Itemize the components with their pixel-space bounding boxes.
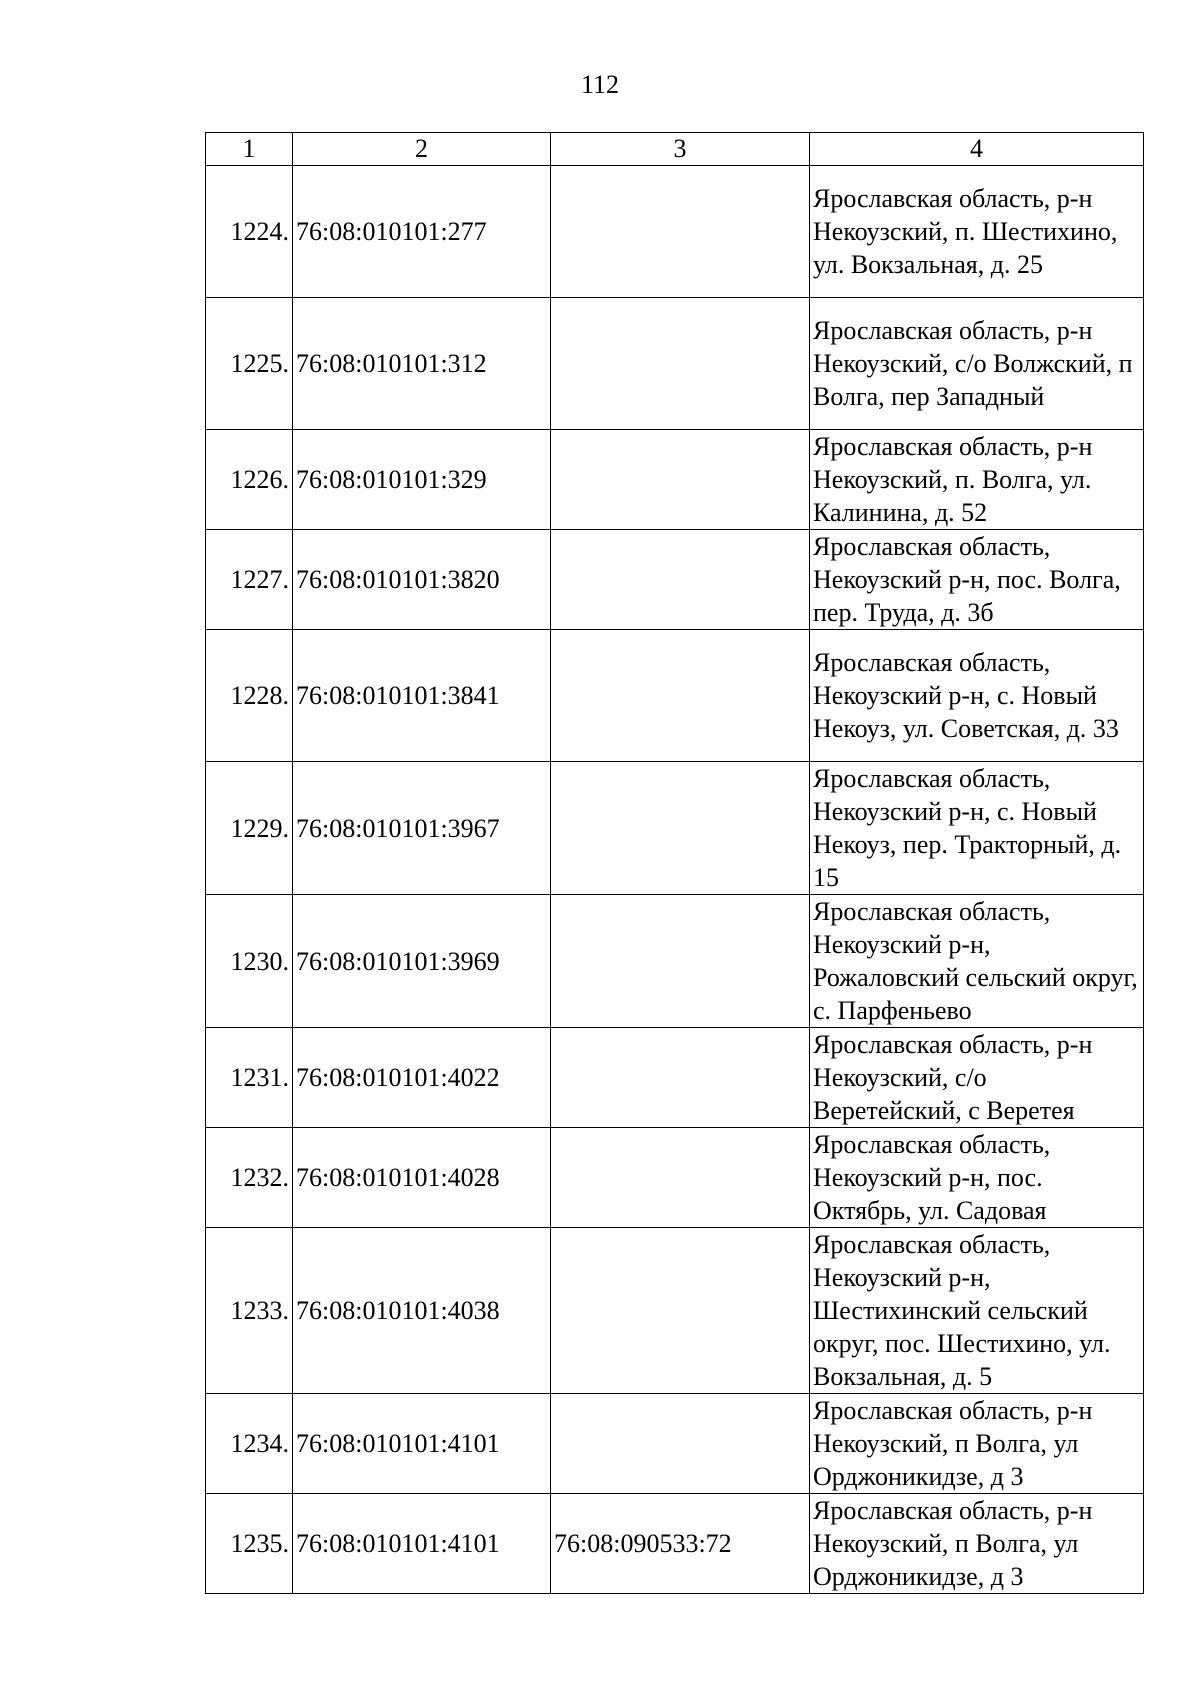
table-row	[206, 530, 1144, 630]
row-number: 1227.	[206, 530, 293, 630]
address: Ярославская область, Некоузский р-н, с. Новый Некоуз, ул. Советская, д. 33	[810, 630, 1144, 762]
related-cadastral-number	[551, 430, 810, 530]
header-col-4: 4	[810, 133, 1144, 166]
cadastral-number: 76:08:010101:277	[293, 166, 551, 298]
cadastral-number: 76:08:010101:3967	[293, 762, 551, 895]
table-row	[206, 1028, 1144, 1128]
row-number: 1224.	[206, 166, 293, 298]
header-col-3: 3	[551, 133, 810, 166]
table-row	[206, 430, 1144, 530]
row-number: 1232.	[206, 1128, 293, 1228]
table-row	[206, 166, 1144, 298]
address: Ярославская область, р-н Некоузский, п Волга, ул Орджоникидзе, д 3	[810, 1394, 1144, 1494]
row-number: 1228.	[206, 630, 293, 762]
row-number: 1233.	[206, 1228, 293, 1394]
related-cadastral-number	[551, 1128, 810, 1228]
related-cadastral-number	[551, 895, 810, 1028]
cadastral-number: 76:08:010101:4101	[293, 1494, 551, 1594]
row-number: 1235.	[206, 1494, 293, 1594]
related-cadastral-number	[551, 630, 810, 762]
header-col-2: 2	[293, 133, 551, 166]
row-number: 1229.	[206, 762, 293, 895]
page-number: 112	[580, 70, 620, 99]
table-row	[206, 1494, 1144, 1594]
address: Ярославская область, р-н Некоузский, п Волга, ул Орджоникидзе, д 3	[810, 1494, 1144, 1594]
address: Ярославская область, р-н Некоузский, п. Шестихино, ул. Вокзальная, д. 25	[810, 166, 1144, 298]
related-cadastral-number	[551, 1228, 810, 1394]
related-cadastral-number	[551, 298, 810, 430]
cadastral-number: 76:08:010101:3969	[293, 895, 551, 1028]
table-row	[206, 1228, 1144, 1394]
header-col-1: 1	[206, 133, 293, 166]
row-number: 1226.	[206, 430, 293, 530]
address: Ярославская область, Некоузский р-н, Шестихинский сельский округ, пос. Шестихино, ул. Вокзальная, д. 5	[810, 1228, 1144, 1394]
address: Ярославская область, Некоузский р-н, пос. Волга, пер. Труда, д. 3б	[810, 530, 1144, 630]
cadastral-number: 76:08:010101:4028	[293, 1128, 551, 1228]
address: Ярославская область, р-н Некоузский, с/о Волжский, п Волга, пер Западный	[810, 298, 1144, 430]
cadastral-number: 76:08:010101:4022	[293, 1028, 551, 1128]
table-row	[206, 298, 1144, 430]
cadastral-number: 76:08:010101:3820	[293, 530, 551, 630]
row-number: 1234.	[206, 1394, 293, 1494]
row-number: 1231.	[206, 1028, 293, 1128]
table-row	[206, 1394, 1144, 1494]
address: Ярославская область, Некоузский р-н, с. Новый Некоуз, пер. Тракторный, д. 15	[810, 762, 1144, 895]
table-row	[206, 895, 1144, 1028]
address: Ярославская область, Некоузский р-н, пос. Октябрь, ул. Садовая	[810, 1128, 1144, 1228]
related-cadastral-number	[551, 762, 810, 895]
related-cadastral-number	[551, 166, 810, 298]
address: Ярославская область, Некоузский р-н, Рожаловский сельский округ, с. Парфеньево	[810, 895, 1144, 1028]
header-row	[206, 133, 1144, 166]
related-cadastral-number	[551, 1028, 810, 1128]
table-row	[206, 762, 1144, 895]
cadastral-number: 76:08:010101:312	[293, 298, 551, 430]
related-cadastral-number	[551, 1394, 810, 1494]
cadastral-number: 76:08:010101:329	[293, 430, 551, 530]
table-row	[206, 1128, 1144, 1228]
related-cadastral-number: 76:08:090533:72	[551, 1494, 810, 1594]
address: Ярославская область, р-н Некоузский, с/о Веретейский, с Веретея	[810, 1028, 1144, 1128]
row-number: 1225.	[206, 298, 293, 430]
related-cadastral-number	[551, 530, 810, 630]
address: Ярославская область, р-н Некоузский, п. Волга, ул. Калинина, д. 52	[810, 430, 1144, 530]
cadastral-number: 76:08:010101:4038	[293, 1228, 551, 1394]
registry-table	[205, 132, 1144, 1594]
cadastral-number: 76:08:010101:4101	[293, 1394, 551, 1494]
cadastral-number: 76:08:010101:3841	[293, 630, 551, 762]
row-number: 1230.	[206, 895, 293, 1028]
table-row	[206, 630, 1144, 762]
